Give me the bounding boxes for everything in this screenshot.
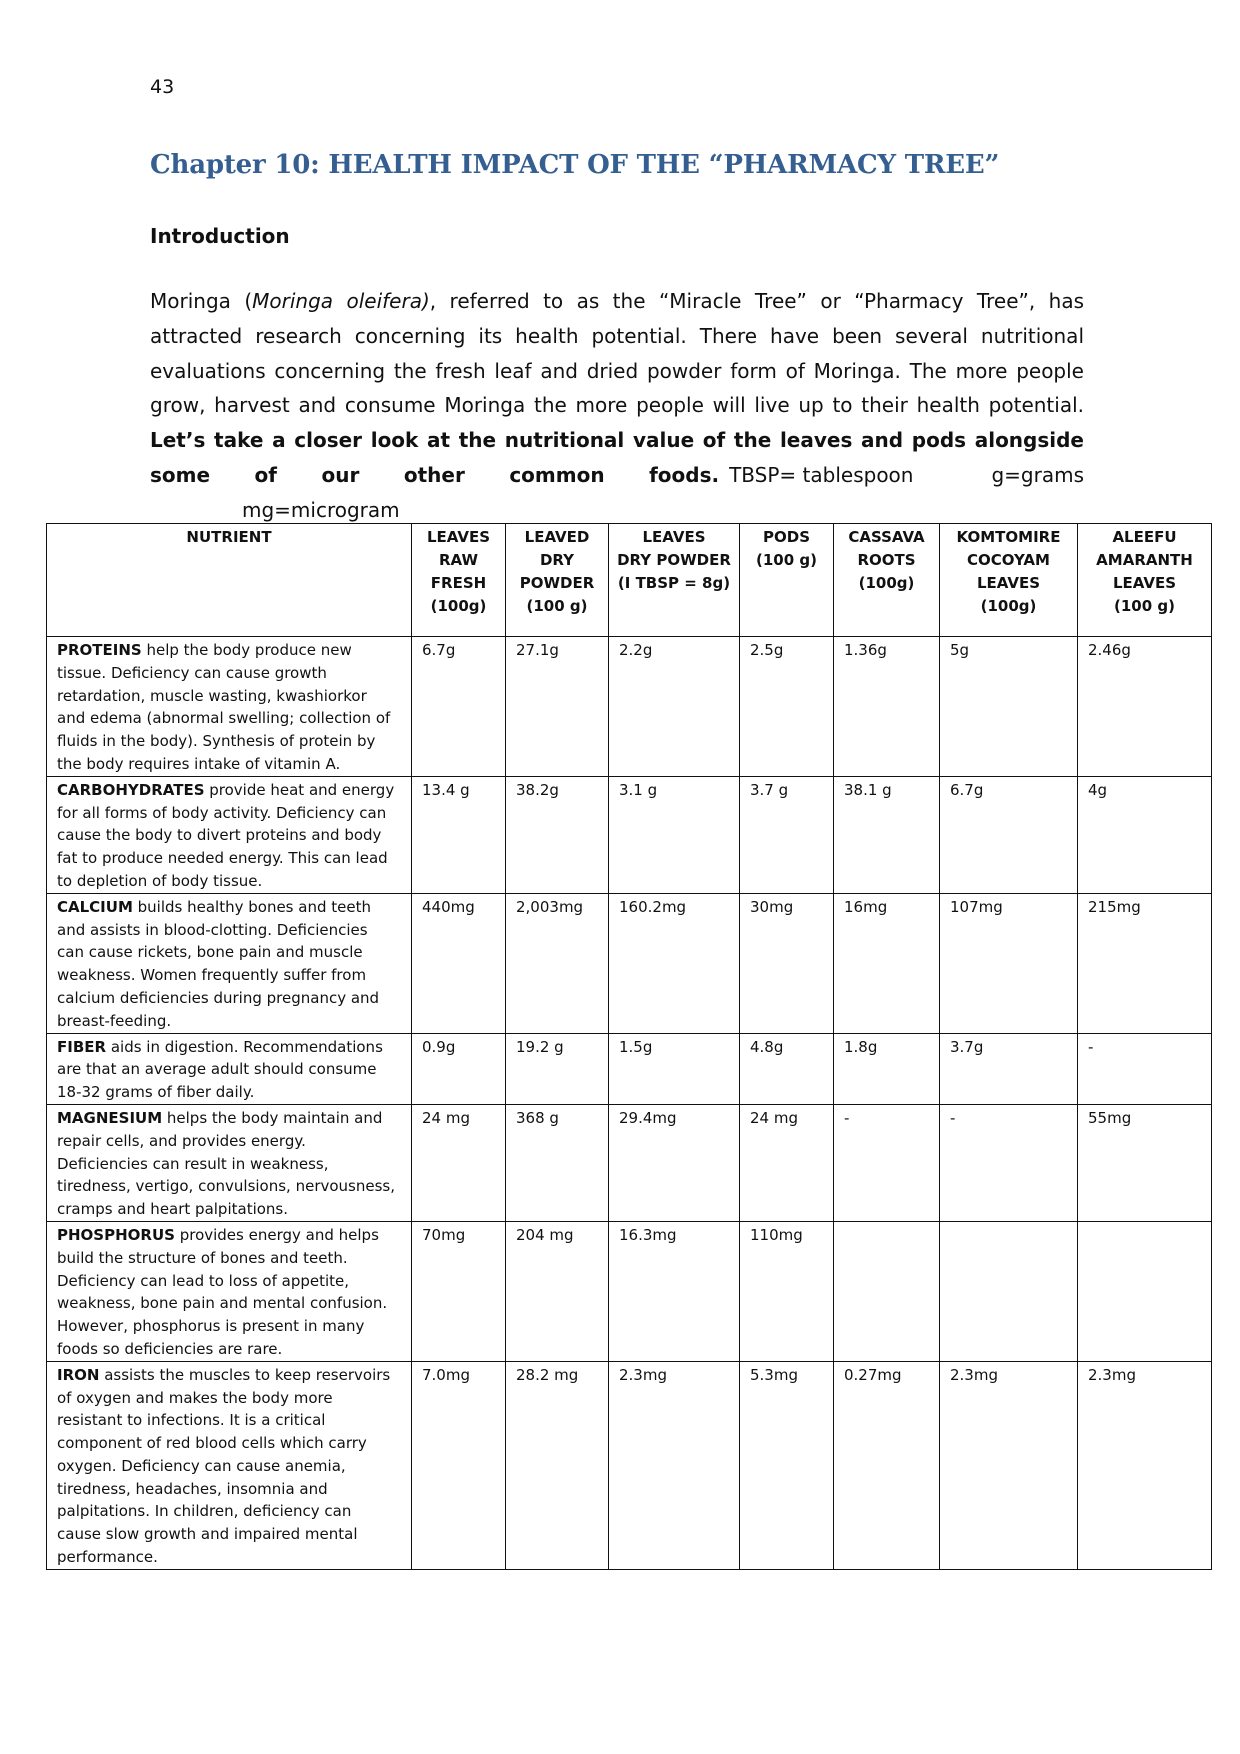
column-header-line: RAW bbox=[438, 551, 479, 569]
nutrient-description-line: can cause rickets, bone pain and muscle bbox=[57, 943, 363, 962]
nutrient-description bbox=[47, 1361, 412, 1569]
column-header-line: (100 g) bbox=[526, 597, 588, 615]
nutrient-value-cell: 2.3mg bbox=[609, 1361, 740, 1569]
table-row bbox=[47, 1361, 1212, 1569]
chapter-title: Chapter 10: HEALTH IMPACT OF THE “PHARMACY TREE” bbox=[150, 150, 1000, 180]
column-header-line: NUTRIENT bbox=[186, 528, 272, 546]
nutrient-value-cell: 29.4mg bbox=[609, 1104, 740, 1221]
nutrient-value-cell: 3.7g bbox=[940, 1033, 1078, 1104]
column-header-line: ALEEFU bbox=[1112, 528, 1177, 546]
nutrient-value-cell: 2.46g bbox=[1078, 637, 1212, 777]
nutrient-value-cell: 160.2mg bbox=[609, 893, 740, 1033]
nutrient-description-line: component of red blood cells which carry bbox=[57, 1434, 367, 1453]
column-header bbox=[609, 524, 740, 637]
column-header-line: ROOTS bbox=[857, 551, 916, 569]
nutrient-value-cell: 6.7g bbox=[412, 637, 506, 777]
nutrient-value-cell: 4g bbox=[1078, 776, 1212, 893]
intro-bold-sentence: Let’s take a closer look at the nutritional value of the leaves and pods alongside some of our other common foods. bbox=[150, 428, 1084, 487]
nutrient-name: IRON bbox=[57, 1365, 100, 1384]
nutrient-value-cell: 2.3mg bbox=[1078, 1361, 1212, 1569]
nutrient-description-line: fat to produce needed energy. This can lead bbox=[57, 849, 388, 868]
column-header-line: CASSAVA bbox=[848, 528, 925, 546]
nutrient-value-cell: 1.36g bbox=[834, 637, 940, 777]
column-header-line: LEAVES bbox=[976, 574, 1041, 592]
nutrient-description-line: Deficiencies can result in weakness, bbox=[57, 1154, 329, 1173]
nutrient-description-line: of oxygen and makes the body more bbox=[57, 1388, 333, 1407]
nutrient-value-cell: 24 mg bbox=[412, 1104, 506, 1221]
nutrient-value-cell: 1.8g bbox=[834, 1033, 940, 1104]
nutrient-value-cell: 19.2 g bbox=[506, 1033, 609, 1104]
nutrient-description-line: calcium deficiencies during pregnancy and bbox=[57, 988, 380, 1007]
column-header-line: AMARANTH bbox=[1096, 551, 1193, 569]
nutrient-name: FIBER bbox=[57, 1037, 107, 1056]
nutrient-description-line: assists the muscles to keep reservoirs bbox=[99, 1365, 391, 1384]
nutrient-name: PROTEINS bbox=[57, 641, 142, 659]
column-header-line: LEAVES bbox=[426, 528, 491, 546]
column-header bbox=[834, 524, 940, 637]
column-header-line: (I TBSP = 8g) bbox=[617, 574, 731, 592]
nutrient-description-line: helps the body maintain and bbox=[162, 1108, 383, 1127]
page-number: 43 bbox=[150, 76, 175, 98]
intro-heading: Introduction bbox=[150, 224, 290, 248]
nutrient-value-cell: 107mg bbox=[940, 893, 1078, 1033]
column-header-line: DRY bbox=[539, 551, 575, 569]
column-header-line: (100 g) bbox=[756, 551, 817, 569]
nutrient-value-cell: 6.7g bbox=[940, 776, 1078, 893]
nutrient-description bbox=[47, 1221, 412, 1361]
column-header-line: FRESH bbox=[430, 574, 487, 592]
nutrient-value-cell: - bbox=[940, 1104, 1078, 1221]
nutrient-description bbox=[47, 1033, 412, 1104]
nutrient-description-line: weakness. Women frequently suffer from bbox=[57, 966, 367, 985]
nutrient-description-line: repair cells, and provides energy. bbox=[57, 1131, 306, 1150]
intro-moringa: Moringa ( bbox=[150, 289, 253, 313]
nutrient-description-line: oxygen. Deficiency can cause anemia, bbox=[57, 1456, 346, 1475]
nutrient-value-cell: - bbox=[834, 1104, 940, 1221]
nutrient-value-cell: 27.1g bbox=[506, 637, 609, 777]
nutrient-value-cell: 30mg bbox=[740, 893, 834, 1033]
nutrient-description-line: foods so deficiencies are rare. bbox=[57, 1339, 283, 1358]
nutrient-value-cell bbox=[940, 1221, 1078, 1361]
nutrient-value-cell: 3.1 g bbox=[609, 776, 740, 893]
nutrient-value-cell: 16mg bbox=[834, 893, 940, 1033]
nutrient-value-cell: 0.9g bbox=[412, 1033, 506, 1104]
column-header-line: (100g) bbox=[980, 597, 1037, 615]
nutrient-value-cell: 440mg bbox=[412, 893, 506, 1033]
table-header-row bbox=[47, 524, 1212, 637]
column-header-line: PODS bbox=[763, 528, 810, 546]
nutrient-value-cell bbox=[1078, 1221, 1212, 1361]
nutrient-description-line: cramps and heart palpitations. bbox=[57, 1200, 289, 1219]
table-row bbox=[47, 893, 1212, 1033]
nutrient-description-line: provide heat and energy bbox=[204, 780, 395, 799]
nutrient-value-cell: 2.5g bbox=[740, 637, 834, 777]
nutrient-value-cell: 1.5g bbox=[609, 1033, 740, 1104]
nutrient-description-line: tissue. Deficiency can cause growth bbox=[57, 663, 327, 682]
table-row bbox=[47, 1221, 1212, 1361]
nutrient-value-cell: 55mg bbox=[1078, 1104, 1212, 1221]
nutrient-description-line: fluids in the body). Synthesis of protein by bbox=[57, 732, 376, 751]
column-header-line: DRY POWDER bbox=[617, 551, 731, 569]
nutrient-description-line: help the body produce new bbox=[141, 641, 352, 659]
column-header bbox=[47, 524, 412, 637]
nutrient-description bbox=[47, 893, 412, 1033]
column-header-line: (100 g) bbox=[1114, 597, 1175, 615]
nutrient-value-cell bbox=[834, 1221, 940, 1361]
column-header-line: (100g) bbox=[858, 574, 915, 592]
nutrient-description-line: palpitations. In children, deficiency can bbox=[57, 1502, 352, 1521]
nutrient-description-line: are that an average adult should consume bbox=[57, 1060, 377, 1079]
nutrient-value-cell: 368 g bbox=[506, 1104, 609, 1221]
legend-grams: g=grams bbox=[991, 462, 1084, 487]
nutrient-description bbox=[47, 776, 412, 893]
column-header bbox=[940, 524, 1078, 637]
nutrient-description-line: cause the body to divert proteins and body bbox=[57, 826, 382, 845]
nutrient-value-cell: 38.2g bbox=[506, 776, 609, 893]
nutrient-name: MAGNESIUM bbox=[57, 1108, 163, 1127]
nutrient-description-line: provides energy and helps bbox=[174, 1225, 379, 1244]
nutrient-description-line: retardation, muscle wasting, kwashiorkor bbox=[57, 686, 367, 705]
nutrient-description-line: Deficiency can lead to loss of appetite, bbox=[57, 1271, 350, 1290]
intro-scientific-name: Moringa oleifera) bbox=[252, 289, 430, 313]
nutrient-description-line: breast-feeding. bbox=[57, 1011, 172, 1030]
nutrient-value-cell: 0.27mg bbox=[834, 1361, 940, 1569]
legend-tbsp: TBSP= tablespoon bbox=[729, 462, 914, 487]
nutrient-value-cell: 24 mg bbox=[740, 1104, 834, 1221]
intro-paragraph bbox=[150, 284, 1084, 528]
nutrient-value-cell: 5g bbox=[940, 637, 1078, 777]
column-header bbox=[412, 524, 506, 637]
nutrient-description-line: builds healthy bones and teeth bbox=[132, 897, 371, 916]
column-header-line: (100g) bbox=[430, 597, 487, 615]
nutrient-value-cell: 110mg bbox=[740, 1221, 834, 1361]
nutrient-name: PHOSPHORUS bbox=[57, 1225, 175, 1244]
intro-body: , referred to as the “Miracle Tree” or “Pharmacy Tree”, has attracted research concerning its health potential. There have been several nutritional evaluations concerning the fresh leaf and dried powder form of Moringa. The more people grow, harvest and consume Moringa the more people will live up to their health potential. bbox=[150, 289, 1085, 418]
nutrient-description-line: and edema (abnormal swelling; collection of bbox=[57, 709, 391, 728]
column-header-line: LEAVED bbox=[524, 528, 590, 546]
table-row bbox=[47, 637, 1212, 777]
nutrient-value-cell: 2,003mg bbox=[506, 893, 609, 1033]
nutrient-value-cell: - bbox=[1078, 1033, 1212, 1104]
table-row bbox=[47, 1033, 1212, 1104]
column-header bbox=[740, 524, 834, 637]
nutrient-description-line: tiredness, vertigo, convulsions, nervousness, bbox=[57, 1177, 396, 1196]
nutrient-description-line: build the structure of bones and teeth. bbox=[57, 1248, 348, 1267]
nutrient-description-line: However, phosphorus is present in many bbox=[57, 1317, 365, 1336]
column-header-line: LEAVES bbox=[1112, 574, 1177, 592]
nutrient-value-cell: 28.2 mg bbox=[506, 1361, 609, 1569]
column-header-line: COCOYAM bbox=[967, 551, 1050, 569]
nutrient-description-line: performance. bbox=[57, 1548, 158, 1567]
table-row bbox=[47, 776, 1212, 893]
nutrient-description-line: resistant to infections. It is a critical bbox=[57, 1411, 326, 1430]
nutrient-value-cell: 2.3mg bbox=[940, 1361, 1078, 1569]
nutrient-description-line: for all forms of body activity. Deficiency can bbox=[57, 803, 387, 822]
nutrient-description-line: to depletion of body tissue. bbox=[57, 871, 263, 890]
nutrient-value-cell: 5.3mg bbox=[740, 1361, 834, 1569]
nutrient-description-line: 18-32 grams of fiber daily. bbox=[57, 1083, 255, 1102]
nutrient-description-line: aids in digestion. Recommendations bbox=[106, 1037, 383, 1056]
nutrient-name: CALCIUM bbox=[57, 897, 133, 916]
nutrient-value-cell: 13.4 g bbox=[412, 776, 506, 893]
nutrient-value-cell: 2.2g bbox=[609, 637, 740, 777]
nutrient-value-cell: 16.3mg bbox=[609, 1221, 740, 1361]
column-header bbox=[506, 524, 609, 637]
nutrient-description-line: cause slow growth and impaired mental bbox=[57, 1525, 358, 1544]
nutrient-description bbox=[47, 637, 412, 777]
nutrient-value-cell: 70mg bbox=[412, 1221, 506, 1361]
nutrient-value-cell: 215mg bbox=[1078, 893, 1212, 1033]
column-header-line: POWDER bbox=[519, 574, 595, 592]
nutrient-description-line: and assists in blood-clotting. Deficiencies bbox=[57, 920, 368, 939]
nutrient-value-cell: 4.8g bbox=[740, 1033, 834, 1104]
column-header-line: KOMTOMIRE bbox=[956, 528, 1061, 546]
column-header-line: LEAVES bbox=[642, 528, 706, 546]
nutrient-description-line: tiredness, headaches, insomnia and bbox=[57, 1479, 328, 1498]
nutrient-value-cell: 38.1 g bbox=[834, 776, 940, 893]
table-row bbox=[47, 1104, 1212, 1221]
nutrient-description bbox=[47, 1104, 412, 1221]
nutrient-value-cell: 3.7 g bbox=[740, 776, 834, 893]
column-header bbox=[1078, 524, 1212, 637]
legend-microgram: mg=microgram bbox=[242, 497, 400, 522]
nutrient-description-line: weakness, bone pain and mental confusion. bbox=[57, 1294, 388, 1313]
nutrient-value-cell: 204 mg bbox=[506, 1221, 609, 1361]
nutrient-description-line: the body requires intake of vitamin A. bbox=[57, 754, 341, 773]
nutrient-value-cell: 7.0mg bbox=[412, 1361, 506, 1569]
nutrition-table bbox=[46, 523, 1212, 1570]
table-body bbox=[47, 637, 1212, 1570]
nutrient-name: CARBOHYDRATES bbox=[57, 780, 205, 799]
